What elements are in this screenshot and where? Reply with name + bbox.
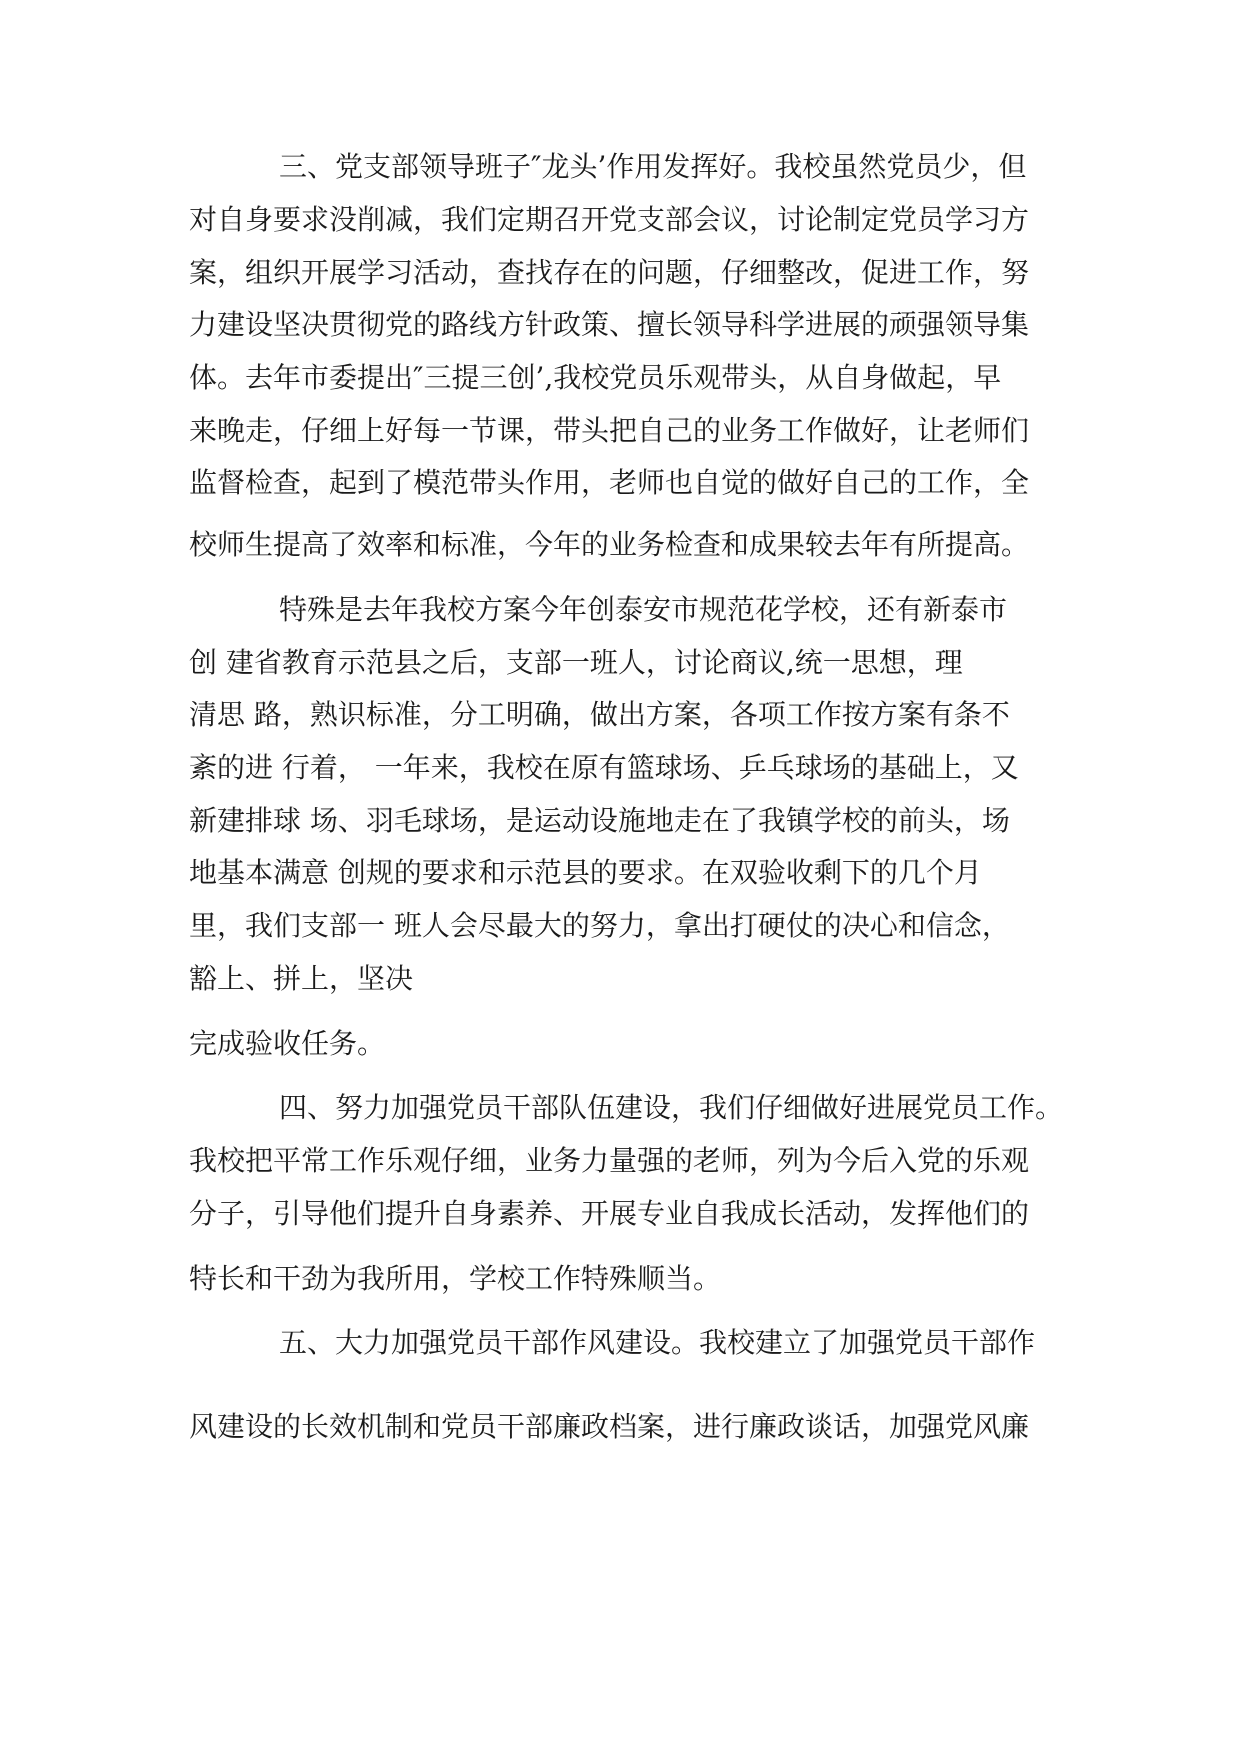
text-line: 校师生提高了效率和标准，今年的业务检查和成果较去年有所提高。: [189, 528, 1030, 561]
text-line: 对自身要求没削减，我们定期召开党支部会议，讨论制定党员学习方: [189, 203, 1030, 236]
text-line: 特长和干劲为我所用，学校工作特殊顺当。: [189, 1262, 722, 1295]
text-line: 分子，引导他们提升自身素养、开展专业自我成长活动，发挥他们的: [189, 1197, 1030, 1230]
text-line: 风建设的长效机制和党员干部廉政档案，进行廉政谈话，加强党风廉: [189, 1410, 1030, 1443]
text-line: 三、党支部领导班子″龙头’作用发挥好。我校虽然党员少，但: [279, 150, 1027, 183]
text-line: 创 建省教育示范县之后，支部一班人，讨论商议,统一思想，理: [189, 646, 963, 679]
text-line: 案，组织开展学习活动，查找存在的问题，仔细整改，促进工作，努: [189, 256, 1030, 289]
text-line: 监督检查，起到了模范带头作用，老师也自觉的做好自己的工作，全: [189, 466, 1030, 499]
text-line: 五、大力加强党员干部作风建设。我校建立了加强党员干部作: [279, 1326, 1036, 1359]
text-line: 清思 路，熟识标准，分工明确，做出方案，各项工作按方案有条不: [189, 698, 1010, 731]
text-line: 新建排球 场、羽毛球场，是运动设施地走在了我镇学校的前头，场: [189, 804, 1010, 837]
text-line: 四、努力加强党员干部队伍建设，我们仔细做好进展党员工作。: [279, 1091, 1064, 1124]
text-line: 特殊是去年我校方案今年创泰安市规范花学校，还有新泰市: [279, 593, 1008, 626]
text-line: 里，我们支部一 班人会尽最大的努力，拿出打硬仗的决心和信念，: [189, 909, 1010, 942]
text-line: 地基本满意 创规的要求和示范县的要求。在双验收剩下的几个月: [189, 856, 982, 889]
text-line: 豁上、拼上，坚决: [189, 962, 414, 995]
text-line: 完成验收任务。: [189, 1027, 386, 1060]
text-line: 来晚走，仔细上好每一节课，带头把自己的业务工作做好，让老师们: [189, 414, 1030, 447]
text-line: 体。去年市委提出″三提三创’,我校党员乐观带头，从自身做起，早: [189, 361, 1002, 394]
text-line: 紊的进 行着， 一年来，我校在原有篮球场、乒乓球场的基础上，又: [189, 751, 1019, 784]
text-line: 我校把平常工作乐观仔细，业务力量强的老师，列为今后入党的乐观: [189, 1144, 1030, 1177]
text-line: 力建设坚决贯彻党的路线方针政策、擅长领导科学进展的顽强领导集: [189, 308, 1030, 341]
